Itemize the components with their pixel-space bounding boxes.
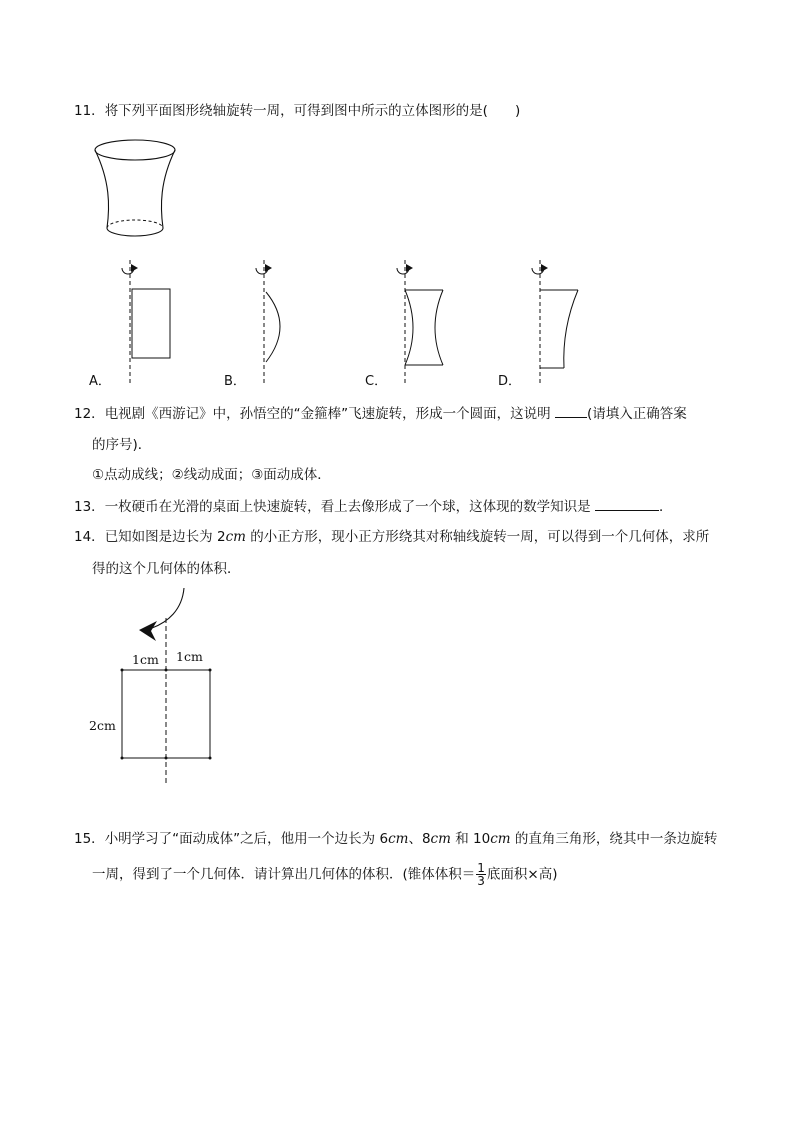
label-left-top: 1cm	[132, 652, 159, 667]
square-rotation-figure	[110, 588, 230, 788]
question-text: 一周，得到了一个几何体．请计算出几何体的体积．(锥体体积＝	[92, 866, 476, 883]
question-number: 14．	[74, 529, 105, 545]
fraction-denominator: 3	[477, 874, 485, 888]
question-number: 13．	[74, 499, 105, 515]
question-text: 将下列平面图形绕轴旋转一周，可得到图中所示的立体图形的是( )	[104, 103, 521, 119]
question-12-line2: 的序号)．	[92, 437, 152, 453]
question-text: 小明学习了“面动成体”之后，他用一个边长为	[104, 831, 380, 847]
side-length: 2	[216, 529, 226, 545]
answer-blank[interactable]	[555, 404, 587, 418]
question-15	[74, 830, 717, 848]
cup-solid-figure	[90, 136, 190, 246]
separator: 和	[450, 831, 473, 847]
period: ．	[658, 499, 673, 515]
value-6: 6	[379, 831, 389, 847]
option-b-label[interactable]: B．	[224, 374, 246, 389]
answer-blank[interactable]	[595, 497, 659, 511]
question-12-choices: ①点动成线；②线动成面；③面动成体．	[92, 467, 331, 483]
value-8: 8	[421, 831, 431, 847]
option-a-figure	[110, 258, 180, 388]
unit: cm	[430, 831, 451, 847]
option-a-label[interactable]: A．	[89, 374, 111, 389]
question-14	[74, 528, 709, 546]
question-14-line2: 得的这个几何体的体积．	[92, 561, 241, 577]
question-11	[74, 102, 520, 120]
question-text: 已知如图是边长为	[104, 529, 217, 545]
fraction	[476, 862, 486, 887]
question-13	[74, 497, 672, 516]
unit: cm	[388, 831, 409, 847]
question-12	[74, 404, 687, 423]
question-number: 11．	[74, 103, 105, 119]
option-d-label[interactable]: D．	[498, 374, 522, 389]
option-c-label[interactable]: C．	[365, 374, 388, 389]
question-text-cont: 的直角三角形，绕其中一条边旋转	[510, 831, 718, 847]
unit: cm	[225, 529, 246, 545]
question-text: 一枚硬币在光滑的桌面上快速旋转，看上去像形成了一个球，这体现的数学知识是	[104, 499, 595, 515]
question-15-line2	[92, 862, 558, 887]
option-d-figure	[520, 258, 590, 388]
unit: cm	[490, 831, 511, 847]
question-text-cont: 底面积×高)	[486, 866, 558, 883]
label-right-top: 1cm	[176, 649, 203, 664]
fraction-numerator: 1	[477, 861, 485, 875]
option-c-figure	[385, 258, 455, 388]
question-number: 15．	[74, 831, 105, 847]
value-10: 10	[473, 831, 491, 847]
separator: 、	[408, 831, 422, 847]
question-number: 12．	[74, 406, 105, 422]
question-text-cont: 的小正方形，现小正方形绕其对称轴线旋转一周，可以得到一个几何体，求所	[245, 529, 710, 545]
option-b-figure	[244, 258, 314, 388]
question-text-cont: (请填入正确答案	[586, 406, 687, 422]
label-side: 2cm	[89, 718, 116, 733]
question-text: 电视剧《西游记》中，孙悟空的“金箍棒”飞速旋转，形成一个圆面，这说明	[104, 406, 555, 422]
